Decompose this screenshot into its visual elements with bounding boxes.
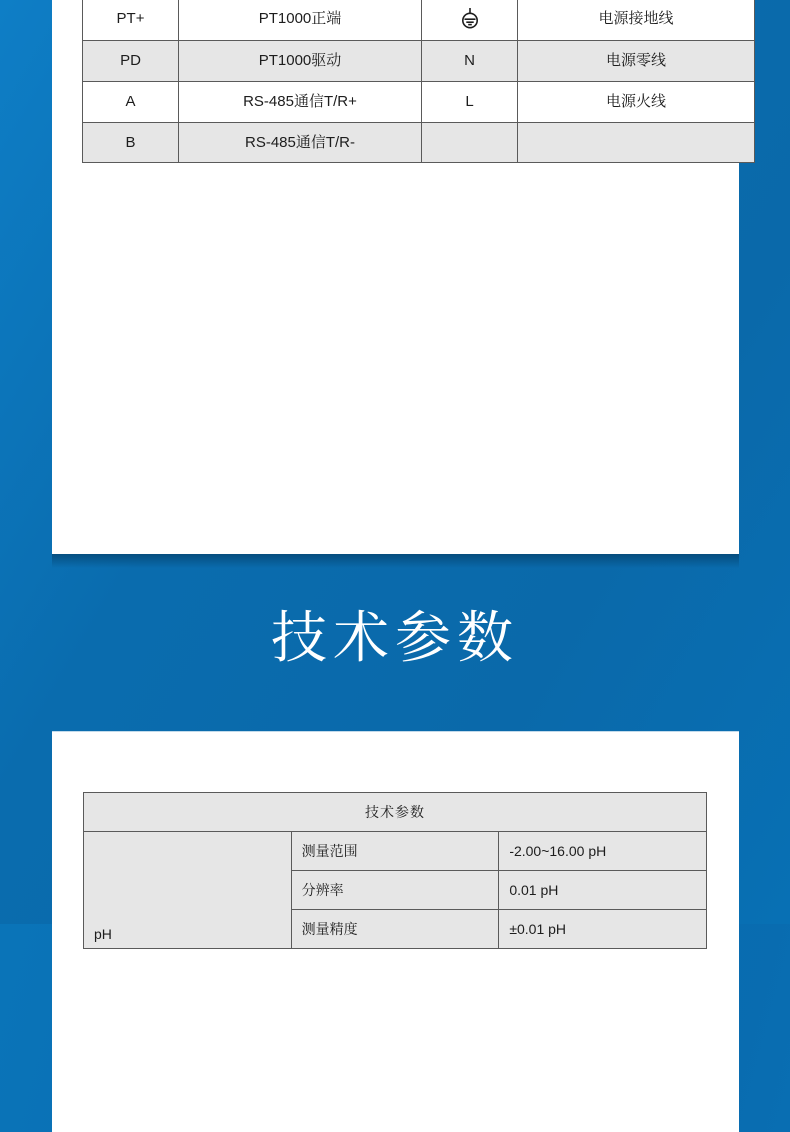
table-row: [83, 122, 755, 163]
spec-param-value: ±0.01 pH: [499, 910, 707, 949]
spec-table-title: 技术参数: [84, 793, 707, 832]
terminal-desc-cell: RS-485通信T/R+: [179, 81, 422, 122]
table-row: [83, 81, 755, 122]
wiring-panel-shadow: [52, 554, 739, 568]
terminal-desc-cell-2: 电源火线: [518, 81, 755, 122]
terminal-desc-cell-2: [518, 122, 755, 163]
terminal-name-cell: A: [83, 81, 179, 122]
spec-param-name: 测量范围: [291, 832, 499, 871]
spec-panel-highlight: [52, 731, 739, 733]
terminal-name-cell-2: N: [422, 41, 518, 82]
table-row: [84, 832, 707, 871]
technical-spec-table: [83, 792, 707, 949]
terminal-name-cell: PT+: [83, 0, 179, 41]
terminal-desc-cell: PT1000驱动: [179, 41, 422, 82]
spec-param-name: 测量精度: [291, 910, 499, 949]
spec-table-header-row: [84, 793, 707, 832]
terminal-desc-cell: PT1000正端: [179, 0, 422, 41]
spec-group-label: pH: [84, 832, 292, 949]
terminal-name-cell-2: L: [422, 81, 518, 122]
terminal-desc-cell-2: 电源接地线: [518, 0, 755, 41]
table-row: [83, 0, 755, 41]
table-row: [83, 41, 755, 82]
spec-param-name: 分辨率: [291, 871, 499, 910]
spec-param-value: -2.00~16.00 pH: [499, 832, 707, 871]
terminal-name-cell-2: [422, 0, 518, 41]
terminal-desc-cell-2: 电源零线: [518, 41, 755, 82]
terminal-desc-cell: RS-485通信T/R-: [179, 122, 422, 163]
terminal-name-cell: B: [83, 122, 179, 163]
terminal-name-cell-2: [422, 122, 518, 163]
earth-ground-icon: [458, 7, 482, 31]
spec-param-value: 0.01 pH: [499, 871, 707, 910]
section-heading: 技术参数: [271, 606, 519, 669]
terminal-name-cell: PD: [83, 41, 179, 82]
terminal-wiring-table: [82, 0, 755, 163]
